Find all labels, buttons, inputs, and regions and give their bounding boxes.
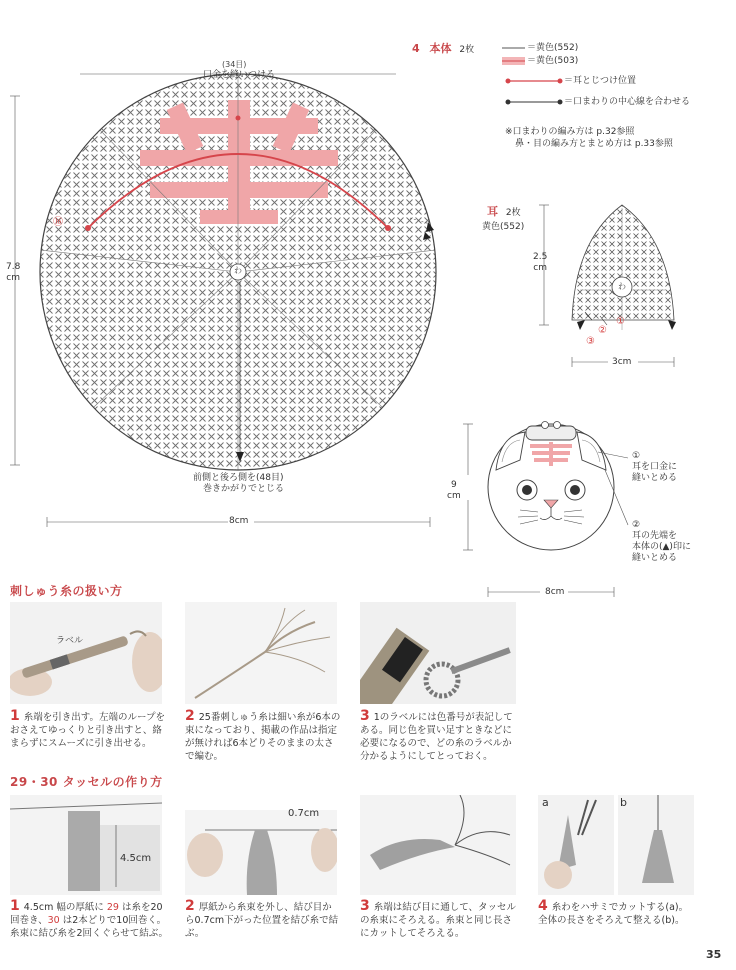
s2-step1-h1: 29 [106, 902, 119, 913]
ear-title [487, 203, 521, 219]
section2-step-4 [538, 900, 696, 927]
legend-center-dot-r [558, 100, 563, 105]
section1-step-3 [360, 710, 520, 763]
ear-row-2: ② [598, 325, 607, 336]
ear-color: 黄色(552) [482, 222, 525, 232]
legend-ear-dot-l [506, 79, 511, 84]
s2-step1-post: は2本どりで10回巻く。糸束に結び糸を2回くぐらせて結ぶ。 [10, 915, 168, 939]
bottom-label-2: 巻きかがりでとじる [203, 484, 285, 494]
note-1: ※口まわりの編み方は p.32参照 [505, 127, 635, 137]
face-height: 9 cm [447, 480, 461, 501]
legend-center-dot-l [506, 100, 511, 105]
legend-text-ear-pos: ＝耳とじつけ位置 [564, 76, 637, 86]
ear-count: 2枚 [505, 208, 521, 218]
dim-0-7cm: 0.7cm [288, 808, 320, 819]
section1-step-1 [10, 710, 166, 750]
s1-step1-num: 1 [10, 708, 20, 724]
label-b: b [620, 796, 627, 809]
dim-4-5cm: 4.5cm [120, 853, 152, 864]
face-note1-num: ① [632, 451, 641, 461]
face-width: 8cm [545, 587, 565, 597]
ear-height: 2.5 cm [533, 252, 548, 273]
bottom-label-1: 前側と後ろ側を(48目) [193, 473, 284, 483]
legend-text-center: ＝口まわりの中心線を合わせる [564, 97, 691, 107]
height-label: 7.8 cm [6, 262, 21, 283]
label-a: a [542, 796, 549, 809]
photo-six-strands [185, 602, 337, 704]
photo-thread-pull [10, 602, 162, 704]
ear-row-1: ① [616, 316, 625, 327]
s2-step2-num: 2 [185, 898, 195, 914]
center-ring-label: わ [234, 266, 242, 275]
face-illustration [463, 422, 628, 598]
s2-step3-text: 糸端は結び目に通して、タッセルの糸束にそろえる。糸束と同じ長さにカットしてそろえる。 [360, 902, 517, 939]
legend-ear-dot-r [558, 79, 563, 84]
ear-center-label: わ [618, 282, 626, 291]
label-tag: ラベル [56, 636, 84, 646]
section2-step-2 [185, 900, 341, 940]
note-2: 鼻・目の編み方とまとめ方は p.33参照 [515, 139, 673, 149]
page-number: 35 [706, 948, 722, 961]
face-note1: 耳を口金に 縫いとめる [632, 462, 678, 483]
s1-step2-text: 25番刺しゅう糸は細い糸が6本の束になっており、掲載の作品は指定が無ければ6本どりそのままの太さで編む。 [185, 712, 341, 762]
body-number: 4 [412, 42, 420, 55]
s2-step1-h2: 30 [47, 915, 60, 926]
ear-title-text: 耳 [487, 205, 498, 218]
face-note2-num: ② [632, 520, 641, 530]
body-title-text: 本体 [429, 42, 452, 55]
s1-step1-text: 糸端を引き出す。左端のループをおさえてゆっくりと引き出すと、絡まらずにスムーズに引き出せる。 [10, 712, 166, 749]
photo-tassel-thread [360, 795, 516, 895]
s2-step1-pre: 4.5cm 幅の厚紙に [23, 902, 107, 913]
section2-title: 29・30 タッセルの作り方 [10, 775, 163, 789]
section2-step-1 [10, 900, 170, 940]
photo-tassel-cut-a [538, 795, 614, 895]
ear-diagram [539, 205, 676, 367]
width-label: 8cm [229, 516, 249, 526]
s2-step3-num: 3 [360, 898, 370, 914]
body-count: 2枚 [459, 45, 475, 55]
s1-step2-num: 2 [185, 708, 195, 724]
body-title [412, 40, 474, 56]
s2-step4-num: 4 [538, 898, 548, 914]
s2-step4-text: 糸わをハサミでカットする(a)。全体の長さをそろえて整える(b)。 [538, 902, 689, 926]
mouth-arc-end [385, 225, 391, 231]
s2-step1-num: 1 [10, 898, 20, 914]
section1-title: 刺しゅう糸の扱い方 [10, 584, 123, 598]
photo-label-colour [360, 602, 516, 704]
face-note2: 耳の先端を 本体の(▲)印に 縫いとめる [632, 531, 691, 563]
top-count-label: (34目) [222, 60, 247, 69]
s2-step2-text: 厚紙から糸束を外し、結び目から0.7cm下がった位置を結び糸で結ぶ。 [185, 902, 339, 939]
mouth-center-dot [236, 116, 241, 121]
s2-step1-mid: は糸を20回巻き、 [10, 902, 163, 926]
section1-step-2 [185, 710, 341, 763]
photo-tassel-tie [185, 810, 337, 895]
s1-step3-text: 1のラベルには色番号が表記してある。同じ色を買い足すときなどに必要になるので、どの糸のラベルか分かるようにしてとっておく。 [360, 712, 513, 762]
legend-text-503: ＝黄色(503) [527, 56, 579, 66]
legend-text-552: ＝黄色(552) [527, 43, 579, 53]
ear-row-3: ③ [586, 336, 595, 347]
mouth-arc-start [85, 225, 91, 231]
s1-step3-num: 3 [360, 708, 370, 724]
top-instruction-label: 口金を縫いつける [203, 70, 276, 80]
marker-16: ⑯ [53, 217, 63, 228]
section2-step-3 [360, 900, 520, 940]
photo-tassel-done-b [618, 795, 694, 895]
ear-width: 3cm [612, 357, 632, 367]
photo-tassel-wrap [10, 795, 162, 895]
